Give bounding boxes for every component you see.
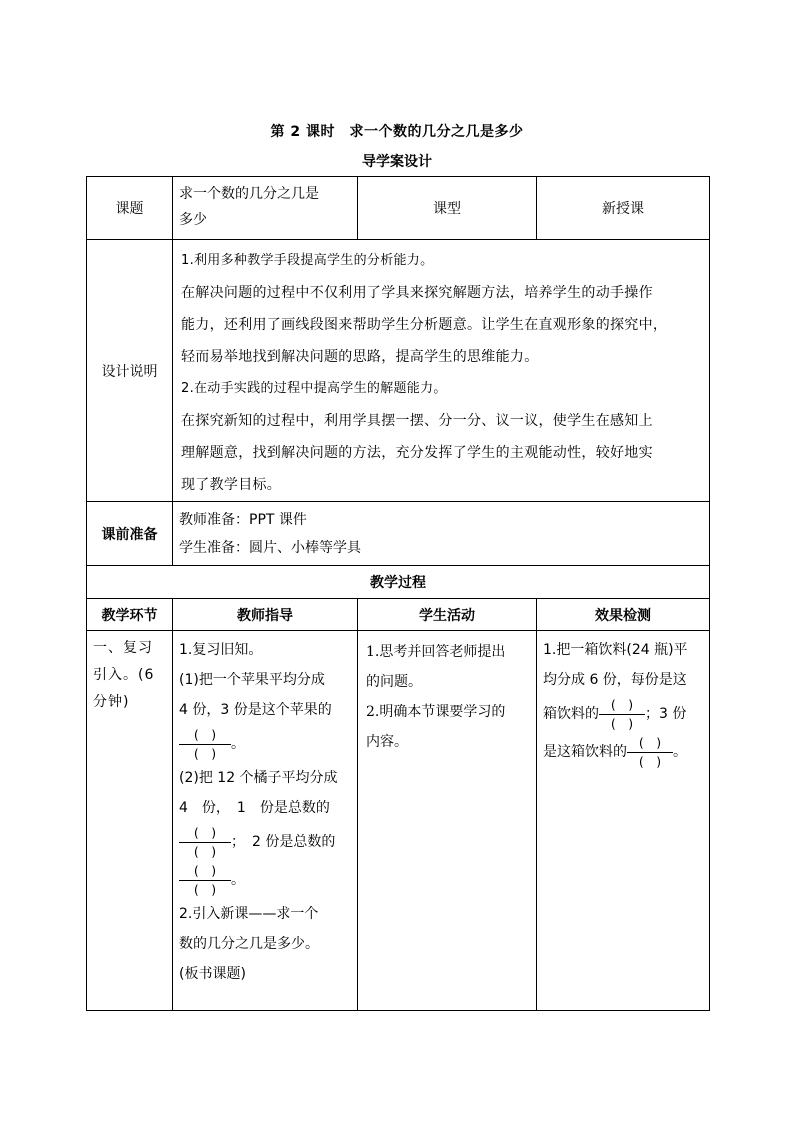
fraction-denominator: ( )	[638, 753, 662, 769]
fraction-numerator: ( )	[179, 726, 231, 745]
process-columns-row	[87, 599, 710, 631]
fraction-blank	[179, 862, 231, 899]
check-line1: 1.把一箱饮料(24 瓶)平	[543, 642, 688, 658]
fraction-numerator: ( )	[179, 824, 231, 843]
check-line4-start: 是这箱饮料的	[543, 744, 627, 760]
fraction-denominator: ( )	[610, 715, 634, 731]
design-para1-line3: 轻而易举地找到解决问题的思路，提高学生的思维能力。	[181, 349, 539, 365]
lesson-value-line2: 多少	[179, 212, 207, 228]
design-para2-line3: 现了教学目标。	[181, 477, 282, 493]
design-row	[87, 240, 710, 502]
fraction-denominator: ( )	[193, 881, 217, 897]
activity-line3: 2.明确本节课要学习的	[366, 704, 506, 720]
stage1-activity	[358, 631, 537, 1011]
col-guide: 教师指导	[173, 599, 358, 631]
lesson-type-value: 新授课	[537, 177, 710, 240]
activity-line2: 的问题。	[366, 674, 422, 690]
guide-line4	[179, 725, 353, 763]
guide-line9: 2.引入新课——求一个	[179, 906, 319, 922]
col-activity: 学生活动	[358, 599, 537, 631]
check-line4	[543, 733, 705, 771]
check-line3-end: ；3 份	[645, 706, 687, 722]
stage1-line2: 引入。(6	[93, 667, 155, 683]
design-para1-line2: 能力，还利用了画线段图来帮助学生分析题意。让学生在直观形象的探究中，	[181, 317, 668, 333]
guide-line4-end: 。	[231, 736, 245, 752]
fraction-denominator: ( )	[193, 843, 217, 859]
activity-line4: 内容。	[366, 734, 408, 750]
lesson-type-label: 课型	[358, 177, 537, 240]
stage1-line1: 一、复习	[93, 640, 153, 656]
guide-line6: 4 份， 1 份是总数的	[179, 800, 330, 816]
fraction-denominator: ( )	[193, 745, 217, 761]
guide-line3: 4 份，3 份是这个苹果的	[179, 702, 332, 718]
activity-line1: 1.思考并回答老师提出	[366, 644, 506, 660]
process-heading: 教学过程	[87, 566, 710, 599]
design-point-1: 1.利用多种教学手段提高学生的分析能力。	[181, 253, 434, 268]
guide-line11: (板书课题)	[179, 966, 246, 982]
stage1-guide	[173, 631, 358, 1011]
design-para2-line2: 理解题意，找到解决问题的方法，充分发挥了学生的主观能动性，较好地实	[181, 445, 653, 461]
design-para1-line1: 在解决问题的过程中不仅利用了学具来探究解题方法，培养学生的动手操作	[181, 285, 653, 301]
stage1-name	[87, 631, 173, 1011]
fraction-numerator: ( )	[179, 862, 231, 881]
check-line2: 均分成 6 份，每份是这	[543, 672, 687, 688]
fraction-blank	[179, 824, 231, 861]
design-para2-line1: 在探究新知的过程中，利用学具摆一摆、分一分、议一议，使学生在感知上	[181, 413, 653, 429]
page-subtitle: 导学案设计	[362, 154, 432, 170]
design-point-2: 2.在动手实践的过程中提高学生的解题能力。	[181, 381, 447, 396]
prep-content	[173, 502, 710, 566]
lesson-value-line1: 求一个数的几分之几是	[179, 186, 319, 202]
process-heading-row	[87, 566, 710, 599]
design-label: 设计说明	[87, 240, 173, 502]
check-line3-start: 箱饮料的	[543, 706, 599, 722]
guide-line1: 1.复习旧知。	[179, 642, 263, 658]
stage1-row	[87, 631, 710, 1011]
fraction-numerator: ( )	[599, 696, 645, 715]
guide-line5: (2)把 12 个橘子平均分成	[179, 770, 338, 786]
lesson-title-row	[87, 177, 710, 240]
fraction-blank	[179, 726, 231, 763]
guide-line8	[179, 861, 353, 899]
col-stage: 教学环节	[87, 599, 173, 631]
guide-line8-end: 。	[231, 872, 245, 888]
guide-line2: (1)把一个苹果平均分成	[179, 672, 325, 688]
fraction-blank	[599, 696, 645, 733]
guide-line7-end: ； 2 份是总数的	[231, 834, 336, 850]
prep-row	[87, 502, 710, 566]
check-line4-end: 。	[673, 744, 687, 760]
lesson-value	[173, 177, 358, 240]
lesson-label: 课题	[87, 177, 173, 240]
guide-line7	[179, 823, 353, 861]
prep-teacher: 教师准备：PPT 课件	[179, 511, 307, 528]
guide-line10: 数的几分之几是多少。	[179, 936, 319, 952]
stage1-check	[537, 631, 710, 1011]
fraction-blank	[627, 734, 673, 771]
fraction-numerator: ( )	[627, 734, 673, 753]
check-line3	[543, 695, 705, 733]
design-notes	[173, 240, 710, 502]
stage1-line3: 分钟)	[93, 694, 130, 710]
page-title: 第 2 课时 求一个数的几分之几是多少	[270, 124, 524, 140]
col-check: 效果检测	[537, 599, 710, 631]
prep-student: 学生准备：圆片、小棒等学具	[179, 539, 361, 556]
lesson-plan-table	[86, 176, 710, 1011]
prep-label: 课前准备	[87, 502, 173, 566]
